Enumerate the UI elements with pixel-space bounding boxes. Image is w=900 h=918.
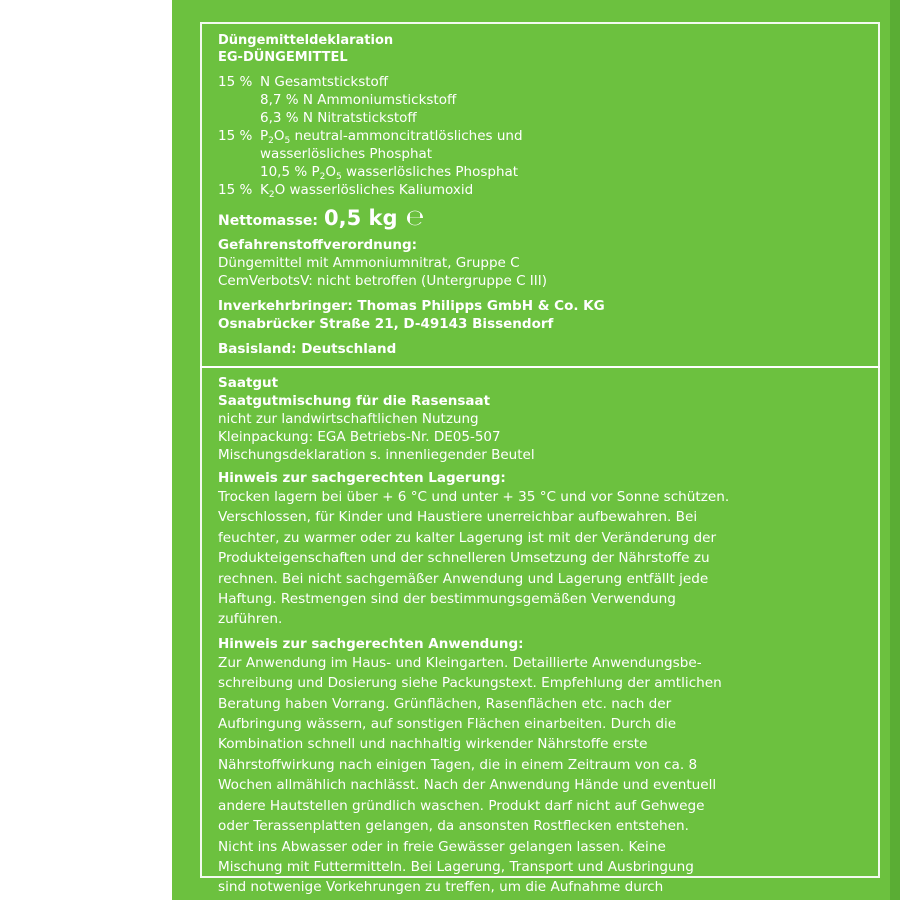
seed-title: Saatgut bbox=[218, 375, 279, 391]
storage-line: Verschlossen, für Kinder und Haustiere unerreichbar aufbewahren. Bei bbox=[218, 509, 698, 526]
phosphate-pct: 15 % bbox=[218, 128, 253, 144]
seed-subtitle: Saatgutmischung für die Rasensaat bbox=[218, 393, 491, 409]
usage-line: sind notwenige Vorkehrungen zu treffen, um die Aufnahme durch bbox=[218, 879, 664, 896]
nitrate-row bbox=[218, 109, 864, 127]
usage-line: Kombination schnell und nachhaltig wirkender Nährstoffe erste bbox=[218, 736, 648, 753]
ammonium-row bbox=[218, 91, 864, 109]
ammonium-label: 8,7 % N Ammoniumstickstoff bbox=[260, 92, 457, 108]
seed-panel bbox=[200, 366, 880, 916]
hazard-title: Gefahrenstoffverordnung: bbox=[218, 237, 418, 253]
nitrogen-label: N Gesamtstickstoff bbox=[260, 74, 389, 90]
package-label bbox=[172, 0, 900, 916]
usage-line: Zur Anwendung im Haus- und Kleingarten. Detaillierte Anwendungsbe- bbox=[218, 654, 702, 671]
usage-title: Hinweis zur sachgerechten Anwendung: bbox=[218, 635, 524, 652]
potassium-row bbox=[218, 181, 864, 199]
package-edge bbox=[890, 0, 900, 900]
phosphate-label: $P_2O_5$ neutral-ammoncitratlösliches und bbox=[260, 128, 523, 146]
storage-line: Trocken lagern bei über + 6 °C und unter + 35 °C und vor Sonne schützen. bbox=[218, 489, 730, 505]
storage-line: zuführen. bbox=[218, 611, 283, 628]
storage-title: Hinweis zur sachgerechten Lagerung: bbox=[218, 470, 506, 486]
nitrate-label: 6,3 % N Nitratstickstoff bbox=[260, 110, 417, 126]
usage-line: Aufbringung wässern, auf sonstigen Flächen einarbeiten. Durch die bbox=[218, 716, 677, 733]
phosphate-water-row bbox=[218, 163, 864, 181]
hazard-line1: Düngemittel mit Ammoniumnitrat, Gruppe C bbox=[218, 255, 520, 271]
usage-line: andere Hautstellen gründlich waschen. Produkt darf nicht auf Gehwege bbox=[218, 797, 705, 814]
potassium-pct: 15 % bbox=[218, 182, 253, 198]
phosphate-line2: wasserlösliches Phosphat bbox=[260, 146, 433, 162]
usage-line: Nicht ins Abwasser oder in freie Gewässer gelangen lassen. Keine bbox=[218, 838, 666, 855]
storage-line: rechnen. Bei nicht sachgemäßer Anwendung und Lagerung entfällt jede bbox=[218, 570, 709, 587]
seed-line2: Kleinpackung: EGA Betriebs-Nr. DE05-507 bbox=[218, 429, 501, 445]
distributor-line2: Osnabrücker Straße 21, D-49143 Bissendorf bbox=[218, 316, 554, 332]
declaration-subtitle: EG-DÜNGEMITTEL bbox=[218, 50, 348, 65]
storage-line: Haftung. Restmengen sind der bestimmungsgemäßen Verwendung bbox=[218, 591, 676, 608]
phosphate-water-label: 10,5 % $P_2O_5$ wasserlösliches Phosphat bbox=[260, 164, 519, 182]
seed-line3: Mischungsdeklaration s. innenliegender Beutel bbox=[218, 447, 535, 463]
base-country: Basisland: Deutschland bbox=[218, 341, 397, 357]
nitrogen-row bbox=[218, 73, 864, 91]
net-mass-value: 0,5 kg bbox=[324, 206, 398, 230]
storage-line: Produkteigenschaften und der schnelleren Umsetzung der Nährstoffe zu bbox=[218, 550, 710, 567]
usage-line: Mischung mit Futtermitteln. Bei Lagerung, Transport und Ausbringung bbox=[218, 858, 694, 875]
storage-text bbox=[218, 487, 864, 630]
distributor-line1: Inverkehrbringer: Thomas Philipps GmbH & Co. KG bbox=[218, 298, 605, 314]
nitrogen-pct: 15 % bbox=[218, 74, 253, 90]
usage-line: Beratung haben Vorrang. Grünflächen, Rasenflächen etc. nach der bbox=[218, 695, 672, 712]
potassium-label: $K_2O$ wasserlösliches Kaliumoxid bbox=[260, 182, 474, 200]
net-mass-label: Nettomasse: bbox=[218, 213, 319, 229]
usage-line: schreibung und Dosierung siehe Packungstext. Empfehlung der amtlichen bbox=[218, 675, 722, 692]
usage-line: oder Terassenplatten gelangen, da ansonsten Rostflecken entstehen. bbox=[218, 818, 689, 835]
usage-line: Nährstoffwirkung nach einigen Tagen, die in einem Zeitraum von ca. 8 bbox=[218, 756, 698, 773]
declaration-panel bbox=[200, 22, 880, 368]
declaration-title: Düngemitteldeklaration bbox=[218, 33, 394, 48]
net-mass bbox=[218, 206, 864, 231]
usage-text bbox=[218, 653, 864, 918]
phosphate-row bbox=[218, 127, 864, 145]
usage-line: Nutztiere zu vermeiden. bbox=[218, 899, 382, 916]
estimated-sign-icon: ℮ bbox=[405, 206, 425, 231]
storage-line: feuchter, zu warmer oder zu kalter Lagerung ist mit der Veränderung der bbox=[218, 529, 717, 546]
hazard-line2: CemVerbotsV: nicht betroffen (Untergruppe C III) bbox=[218, 273, 548, 289]
usage-line: Wochen allmählich nachlässt. Nach der Anwendung Hände und eventuell bbox=[218, 777, 717, 794]
phosphate-line2-row bbox=[218, 145, 864, 163]
seed-line1: nicht zur landwirtschaftlichen Nutzung bbox=[218, 411, 479, 427]
